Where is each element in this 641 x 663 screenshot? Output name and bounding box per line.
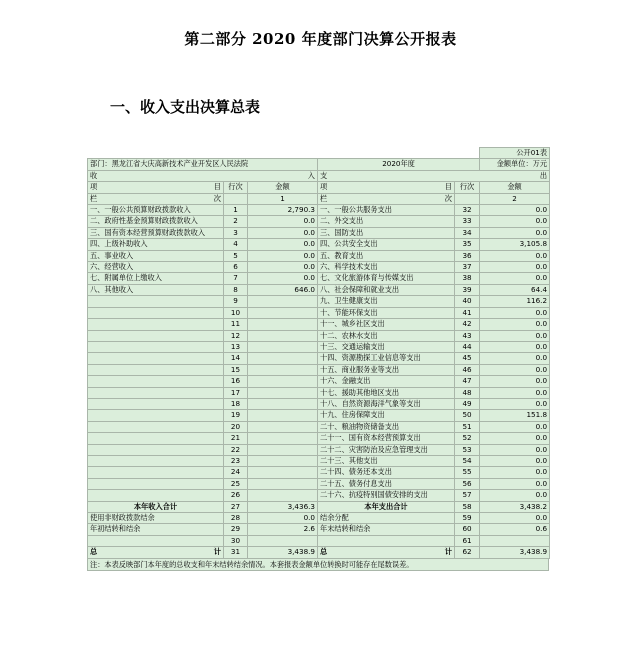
expense-item-label: 项 <box>320 182 328 192</box>
income-line-no: 17 <box>224 387 248 398</box>
income-expense-table <box>87 147 550 559</box>
expense-subtotal-line: 58 <box>455 501 480 512</box>
expense-amount: 0.0 <box>480 341 550 352</box>
income-item-name: 三、国有资本经营预算财政拨款收入 <box>88 227 224 238</box>
expense-item-name: 十一、城乡社区支出 <box>318 319 455 330</box>
expense-amount: 0.6 <box>480 524 550 535</box>
expense-item-name: 十、节能环保支出 <box>318 307 455 318</box>
expense-group-label: 支 <box>320 170 328 180</box>
expense-amount <box>480 535 550 546</box>
income-amount: 2.6 <box>248 524 318 535</box>
form-number: 公开01表 <box>480 148 550 159</box>
income-amount <box>248 319 318 330</box>
table-row <box>88 467 550 478</box>
expense-amount: 0.0 <box>480 262 550 273</box>
expense-col-label: 栏 <box>320 193 328 203</box>
table-body <box>88 205 550 502</box>
income-item-name <box>88 330 224 341</box>
expense-line-no: 52 <box>455 433 480 444</box>
expense-total-amount: 3,438.9 <box>480 547 550 558</box>
expense-item-name: 十八、自然资源海洋气象等支出 <box>318 398 455 409</box>
income-amount: 0.0 <box>248 216 318 227</box>
expense-item-name: 十二、农林水支出 <box>318 330 455 341</box>
expense-line-no: 38 <box>455 273 480 284</box>
expense-line-no: 43 <box>455 330 480 341</box>
expense-amount: 0.0 <box>480 467 550 478</box>
expense-line-no: 32 <box>455 205 480 216</box>
income-line-no: 24 <box>224 467 248 478</box>
income-subtotal-label: 本年收入合计 <box>88 501 224 512</box>
income-row-no-header: 行次 <box>224 182 248 193</box>
income-amount: 0.0 <box>248 262 318 273</box>
column-index-row <box>88 193 550 204</box>
expense-amount: 0.0 <box>480 376 550 387</box>
total-row <box>88 547 550 558</box>
table-row <box>88 216 550 227</box>
expense-amount: 0.0 <box>480 433 550 444</box>
carryover-body <box>88 513 550 547</box>
expense-item-name: 一、一般公共服务支出 <box>318 205 455 216</box>
expense-item-name: 二十一、国有资本经营预算支出 <box>318 433 455 444</box>
expense-item-name: 十七、援助其他地区支出 <box>318 387 455 398</box>
income-item-name: 七、附属单位上缴收入 <box>88 273 224 284</box>
income-amount: 646.0 <box>248 284 318 295</box>
expense-amount: 0.0 <box>480 205 550 216</box>
income-item-name: 年初结转和结余 <box>88 524 224 535</box>
income-item-name <box>88 319 224 330</box>
income-line-no: 25 <box>224 478 248 489</box>
expense-total-line: 62 <box>455 547 480 558</box>
table-row <box>88 250 550 261</box>
income-group-label-end: 入 <box>307 170 315 180</box>
expense-total-label-end: 计 <box>444 547 452 557</box>
table-row <box>88 205 550 216</box>
income-item-name <box>88 398 224 409</box>
expense-amount: 0.0 <box>480 398 550 409</box>
department-row <box>88 159 550 170</box>
expense-amount: 0.0 <box>480 478 550 489</box>
expense-line-no: 48 <box>455 387 480 398</box>
income-line-no: 3 <box>224 227 248 238</box>
expense-item-name: 十五、商业服务业等支出 <box>318 364 455 375</box>
report-year: 2020年度 <box>318 159 480 170</box>
expense-line-no: 37 <box>455 262 480 273</box>
expense-line-no: 51 <box>455 421 480 432</box>
income-amount <box>248 376 318 387</box>
income-amount <box>248 433 318 444</box>
table-row <box>88 364 550 375</box>
expense-amount: 0.0 <box>480 353 550 364</box>
expense-line-no: 40 <box>455 296 480 307</box>
income-line-no: 16 <box>224 376 248 387</box>
table-row <box>88 433 550 444</box>
table-row <box>88 273 550 284</box>
income-amount: 0.0 <box>248 239 318 250</box>
table-row <box>88 284 550 295</box>
expense-amount: 3,105.8 <box>480 239 550 250</box>
expense-item-name: 四、公共安全支出 <box>318 239 455 250</box>
department-name: 部门：黑龙江省大庆高新技术产业开发区人民法院 <box>88 159 318 170</box>
income-line-no: 13 <box>224 341 248 352</box>
expense-col-label-end: 次 <box>444 193 452 203</box>
income-subtotal-amount: 3,436.3 <box>248 501 318 512</box>
expense-line-no: 36 <box>455 250 480 261</box>
income-item-name <box>88 307 224 318</box>
income-subtotal-line: 27 <box>224 501 248 512</box>
income-item-name <box>88 387 224 398</box>
income-amount <box>248 341 318 352</box>
expense-line-no: 34 <box>455 227 480 238</box>
income-item-name <box>88 433 224 444</box>
income-line-no: 12 <box>224 330 248 341</box>
budget-summary-sheet <box>87 147 549 571</box>
group-header-row <box>88 170 550 181</box>
income-total-label-end: 计 <box>213 547 221 557</box>
income-amount <box>248 353 318 364</box>
income-line-no: 7 <box>224 273 248 284</box>
expense-amount: 0.0 <box>480 319 550 330</box>
income-line-no: 20 <box>224 421 248 432</box>
income-item-label-end: 目 <box>213 182 221 192</box>
expense-item-name: 九、卫生健康支出 <box>318 296 455 307</box>
expense-line-no: 46 <box>455 364 480 375</box>
income-line-no: 14 <box>224 353 248 364</box>
column-header-row <box>88 182 550 193</box>
expense-item-name: 十四、资源勘探工业信息等支出 <box>318 353 455 364</box>
income-amount: 2,790.3 <box>248 205 318 216</box>
expense-item-name: 五、教育支出 <box>318 250 455 261</box>
income-item-name: 四、上级补助收入 <box>88 239 224 250</box>
income-item-name <box>88 364 224 375</box>
summary-body <box>88 501 550 512</box>
income-item-name: 八、其他收入 <box>88 284 224 295</box>
expense-item-name: 十六、金融支出 <box>318 376 455 387</box>
expense-line-no: 49 <box>455 398 480 409</box>
income-item-name <box>88 421 224 432</box>
income-col-label-end: 次 <box>213 193 221 203</box>
expense-item-name: 八、社会保障和就业支出 <box>318 284 455 295</box>
expense-col-index: 2 <box>480 193 550 204</box>
expense-item-name: 二、外交支出 <box>318 216 455 227</box>
expense-amount: 151.8 <box>480 410 550 421</box>
income-amount: 0.0 <box>248 273 318 284</box>
table-row <box>88 444 550 455</box>
expense-line-no: 50 <box>455 410 480 421</box>
income-amount <box>248 398 318 409</box>
income-item-name <box>88 353 224 364</box>
income-item-name: 使用非财政拨款结余 <box>88 513 224 524</box>
expense-amount: 0.0 <box>480 421 550 432</box>
income-amount <box>248 478 318 489</box>
expense-line-no: 55 <box>455 467 480 478</box>
expense-amount: 0.0 <box>480 307 550 318</box>
expense-line-no: 54 <box>455 455 480 466</box>
income-line-no: 9 <box>224 296 248 307</box>
income-item-name <box>88 410 224 421</box>
subtotal-row <box>88 501 550 512</box>
expense-line-no: 39 <box>455 284 480 295</box>
expense-amount: 0.0 <box>480 250 550 261</box>
income-item-name <box>88 341 224 352</box>
income-item-name <box>88 444 224 455</box>
income-amount <box>248 296 318 307</box>
expense-subtotal-label: 本年支出合计 <box>318 501 455 512</box>
expense-line-no: 44 <box>455 341 480 352</box>
income-line-no: 1 <box>224 205 248 216</box>
expense-line-no: 60 <box>455 524 480 535</box>
expense-amount: 0.0 <box>480 273 550 284</box>
income-line-no: 28 <box>224 513 248 524</box>
expense-line-no: 53 <box>455 444 480 455</box>
expense-item-name: 结余分配 <box>318 513 455 524</box>
expense-item-name: 二十三、其他支出 <box>318 455 455 466</box>
expense-total-label: 总 <box>320 547 328 557</box>
table-row <box>88 330 550 341</box>
table-row <box>88 455 550 466</box>
table-row <box>88 524 550 535</box>
expense-amount-header: 金额 <box>480 182 550 193</box>
income-amount: 0.0 <box>248 250 318 261</box>
expense-amount: 64.4 <box>480 284 550 295</box>
income-total-amount: 3,438.9 <box>248 547 318 558</box>
income-amount <box>248 535 318 546</box>
expense-subtotal-amount: 3,438.2 <box>480 501 550 512</box>
income-item-name: 二、政府性基金预算财政拨款收入 <box>88 216 224 227</box>
income-line-no: 10 <box>224 307 248 318</box>
income-amount <box>248 467 318 478</box>
income-line-no: 15 <box>224 364 248 375</box>
table-row <box>88 227 550 238</box>
expense-line-no: 41 <box>455 307 480 318</box>
income-line-no: 11 <box>224 319 248 330</box>
expense-amount: 0.0 <box>480 364 550 375</box>
income-item-name: 五、事业收入 <box>88 250 224 261</box>
table-row <box>88 490 550 501</box>
expense-line-no: 45 <box>455 353 480 364</box>
table-row <box>88 535 550 546</box>
expense-line-no: 56 <box>455 478 480 489</box>
income-line-no: 23 <box>224 455 248 466</box>
expense-line-no: 59 <box>455 513 480 524</box>
income-amount <box>248 490 318 501</box>
income-amount <box>248 307 318 318</box>
expense-amount: 0.0 <box>480 216 550 227</box>
section-title: 一、收入支出决算总表 <box>110 98 261 116</box>
income-item-name <box>88 490 224 501</box>
expense-row-no-header: 行次 <box>455 182 480 193</box>
expense-amount: 0.0 <box>480 444 550 455</box>
table-row <box>88 341 550 352</box>
income-group-label: 收 <box>90 170 98 180</box>
income-total-label: 总 <box>90 547 98 557</box>
income-amount <box>248 330 318 341</box>
income-line-no: 4 <box>224 239 248 250</box>
expense-item-name: 十三、交通运输支出 <box>318 341 455 352</box>
expense-item-name: 二十、粮油物资储备支出 <box>318 421 455 432</box>
table-row <box>88 262 550 273</box>
table-note: 注：本表反映部门本年度的总收支和年末结转结余情况。本套报表金额单位转换时可能存在尾数误差。 <box>87 559 549 571</box>
expense-item-name: 三、国防支出 <box>318 227 455 238</box>
income-amount <box>248 410 318 421</box>
income-line-no: 26 <box>224 490 248 501</box>
expense-item-name: 十九、住房保障支出 <box>318 410 455 421</box>
expense-line-no: 35 <box>455 239 480 250</box>
expense-group-label-end: 出 <box>539 170 548 180</box>
expense-amount: 0.0 <box>480 490 550 501</box>
form-number-row <box>88 148 550 159</box>
income-item-label: 项 <box>90 182 98 192</box>
expense-amount: 0.0 <box>480 513 550 524</box>
income-line-no: 22 <box>224 444 248 455</box>
table-row <box>88 421 550 432</box>
income-line-no: 19 <box>224 410 248 421</box>
expense-item-name: 二十五、债务付息支出 <box>318 478 455 489</box>
table-row <box>88 319 550 330</box>
income-item-name <box>88 296 224 307</box>
expense-item-name: 二十四、债务还本支出 <box>318 467 455 478</box>
income-amount <box>248 364 318 375</box>
income-line-no: 21 <box>224 433 248 444</box>
table-row <box>88 296 550 307</box>
income-amount <box>248 387 318 398</box>
income-item-name: 一、一般公共预算财政拨款收入 <box>88 205 224 216</box>
expense-line-no: 33 <box>455 216 480 227</box>
income-line-no: 2 <box>224 216 248 227</box>
income-col-index: 1 <box>248 193 318 204</box>
income-amount <box>248 421 318 432</box>
expense-amount: 0.0 <box>480 330 550 341</box>
table-row <box>88 478 550 489</box>
income-amount-header: 金额 <box>248 182 318 193</box>
table-row <box>88 398 550 409</box>
income-total-line: 31 <box>224 547 248 558</box>
table-row <box>88 410 550 421</box>
income-item-name <box>88 376 224 387</box>
expense-line-no: 57 <box>455 490 480 501</box>
income-amount: 0.0 <box>248 227 318 238</box>
table-row <box>88 239 550 250</box>
document-title: 第二部分 2020 年度部门决算公开报表 <box>184 30 457 48</box>
income-line-no: 5 <box>224 250 248 261</box>
income-item-name: 六、经营收入 <box>88 262 224 273</box>
expense-amount: 0.0 <box>480 227 550 238</box>
amount-unit: 金额单位：万元 <box>480 159 550 170</box>
expense-line-no: 47 <box>455 376 480 387</box>
expense-item-name: 七、文化旅游体育与传媒支出 <box>318 273 455 284</box>
total-body <box>88 547 550 558</box>
income-amount <box>248 455 318 466</box>
income-item-name <box>88 467 224 478</box>
income-line-no: 6 <box>224 262 248 273</box>
table-row <box>88 387 550 398</box>
expense-item-name <box>318 535 455 546</box>
income-line-no: 18 <box>224 398 248 409</box>
table-row <box>88 307 550 318</box>
expense-amount: 0.0 <box>480 387 550 398</box>
expense-item-label-end: 目 <box>444 182 452 192</box>
income-amount <box>248 444 318 455</box>
table-row <box>88 376 550 387</box>
expense-amount: 116.2 <box>480 296 550 307</box>
income-col-label: 栏 <box>90 193 98 203</box>
expense-item-name: 六、科学技术支出 <box>318 262 455 273</box>
income-item-name <box>88 535 224 546</box>
expense-item-name: 年末结转和结余 <box>318 524 455 535</box>
expense-line-no: 42 <box>455 319 480 330</box>
income-item-name <box>88 455 224 466</box>
expense-item-name: 二十六、抗疫特别国债安排的支出 <box>318 490 455 501</box>
expense-amount: 0.0 <box>480 455 550 466</box>
income-line-no: 8 <box>224 284 248 295</box>
income-line-no: 30 <box>224 535 248 546</box>
table-row <box>88 353 550 364</box>
income-item-name <box>88 478 224 489</box>
expense-item-name: 二十二、灾害防治及应急管理支出 <box>318 444 455 455</box>
income-line-no: 29 <box>224 524 248 535</box>
expense-line-no: 61 <box>455 535 480 546</box>
table-row <box>88 513 550 524</box>
income-amount: 0.0 <box>248 513 318 524</box>
